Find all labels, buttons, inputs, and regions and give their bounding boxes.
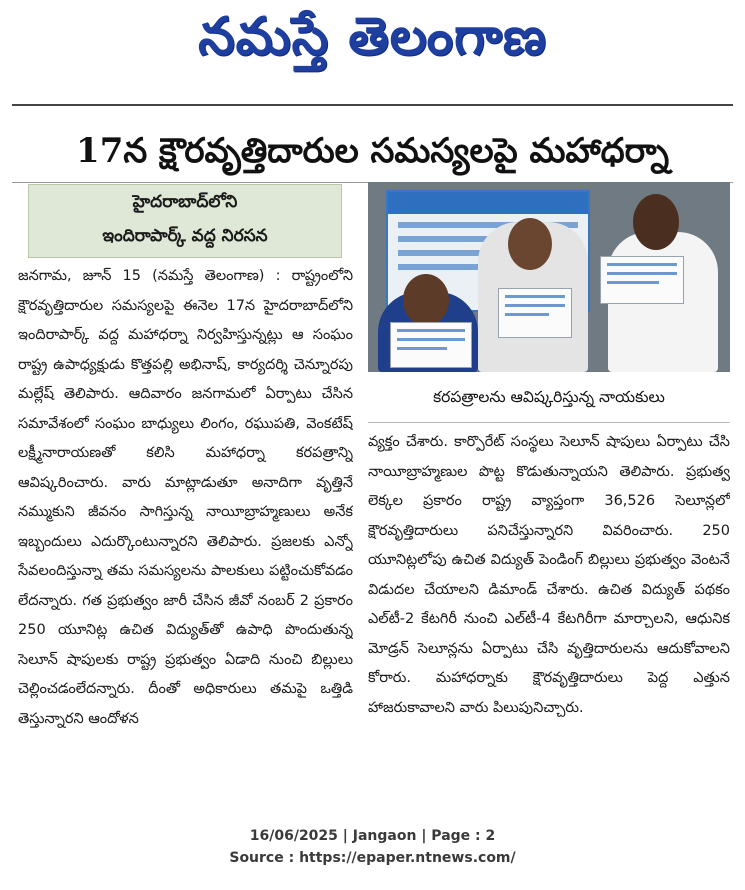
page-footer: [0, 825, 745, 869]
article-body-left: రాష్ట్రంలోని క్షౌరవృత్తిదారుల సమస్యలపై ఈనెల 17న హైదరాబాద్‌లోని ఇందిరాపార్క్ వద్ద మహాధర్నా నిర్వహిస్తున్నట్లు ఆ సంఘం రాష్ట్ర ఉపాధ్యక్షుడు కొత్తపల్లి అభినాష్, కార్యదర్శి చెన్నూరపు మల్లేష్ తెలిపారు. ఆదివారం జనగామలో ఏర్పాటు చేసిన సమావేశంలో సంఘం బాధ్యులు లింగం, రఘుపతి, వెంకటేష్ లక్ష్మీనారాయణతో కలిసి మహాధర్నా కరపత్రాన్ని ఆవిష్కరించారు. వారు మాట్లాడుతూ అనాదిగా వృత్తినే నమ్ముకుని జీవనం సాగిస్తున్న నాయీబ్రాహ్మణులు అనేక ఇబ్బందులు ఎదుర్కొంటున్నారని తెలిపారు. ప్రజలకు ఎన్నో సేవలందిస్తున్నా తమ సమస్యలను పాలకులు పట్టించుకోవడం లేదన్నారు. గత ప్రభుత్వం జారీ చేసిన జీవో నంబర్ 2 ప్రకారం 250 యూనిట్ల ఉచిత విద్యుత్‌తో ఉపాధి పొందుతున్న సెలూన్ షాపులకు రాష్ట్ర ప్రభుత్వం ఏడాది నుంచి బిల్లులు చెల్లించడంలేదన్నారు. దీంతో అధికారులు తమపై ఒత్తిడి తెస్తున్నారని ఆందోళన: [18, 268, 353, 727]
subhead-line-2: ఇందిరాపార్క్ వద్ద నిరసన: [102, 226, 268, 246]
photo-caption: కరపత్రాలను ఆవిష్కరిస్తున్న నాయకులు: [368, 372, 730, 423]
article-dateline: జనగామ, జూన్ 15 (నమస్తే తెలంగాణ) :: [18, 268, 281, 284]
pamphlet-1: [390, 322, 472, 368]
article-headline: 17న క్షౌరవృత్తిదారుల సమస్యలపై మహాధర్నా: [76, 131, 669, 171]
person-2-head: [508, 218, 552, 270]
footer-source-line: Source : https://epaper.ntnews.com/: [229, 850, 516, 866]
pamphlet-3: [600, 256, 684, 304]
person-3-head: [633, 194, 679, 250]
article-body-right: వ్యక్తం చేశారు. కార్పొరేట్ సంస్థలు సెలూన్ షాపులు ఏర్పాటు చేసి నాయీబ్రాహ్మణుల పొట్ట కొడుతున్నాయని తెలిపారు. ప్రభుత్వ లెక్కల ప్రకారం రాష్ట్ర వ్యాప్తంగా 36,526 సెలూన్లలో క్షౌరవృత్తిదారులు పనిచేస్తున్నారని వివరించారు. 250 యూనిట్లలోపు ఉచిత విద్యుత్ పెండింగ్ బిల్లులు ప్రభుత్వం వెంటనే విడుదల చేయాలని డిమాండ్ చేశారు. ఉచిత విద్యుత్ పథకం ఎల్‌టీ-2 కేటగిరీ నుంచి ఎల్‌టీ-4 కేటగిరీగా మార్చాలని, ఆధునిక మోడ్రన్ సెలూన్లను ఏర్పాటు చేసి వృత్తిదారులను ఆదుకోవాలని కోరారు. మహాధర్నాకు క్షౌరవృత్తిదారులు పెద్ద ఎత్తున హాజరుకావాలని వారు పిలుపునిచ్చారు.: [368, 434, 730, 716]
person-1-head: [403, 274, 449, 326]
article-photo: [368, 182, 730, 372]
masthead: [0, 0, 745, 100]
newspaper-logo: నమస్తే తెలంగాణ: [198, 6, 547, 67]
footer-date-line: 16/06/2025 | Jangaon | Page : 2: [249, 828, 496, 844]
pamphlet-2: [498, 288, 572, 338]
article-subhead: [28, 184, 342, 258]
article-column-right: [368, 428, 730, 798]
top-rule: [12, 104, 733, 106]
article-column-left: [18, 262, 353, 802]
subhead-line-1: హైదరాబాద్‌లోని: [132, 192, 238, 212]
